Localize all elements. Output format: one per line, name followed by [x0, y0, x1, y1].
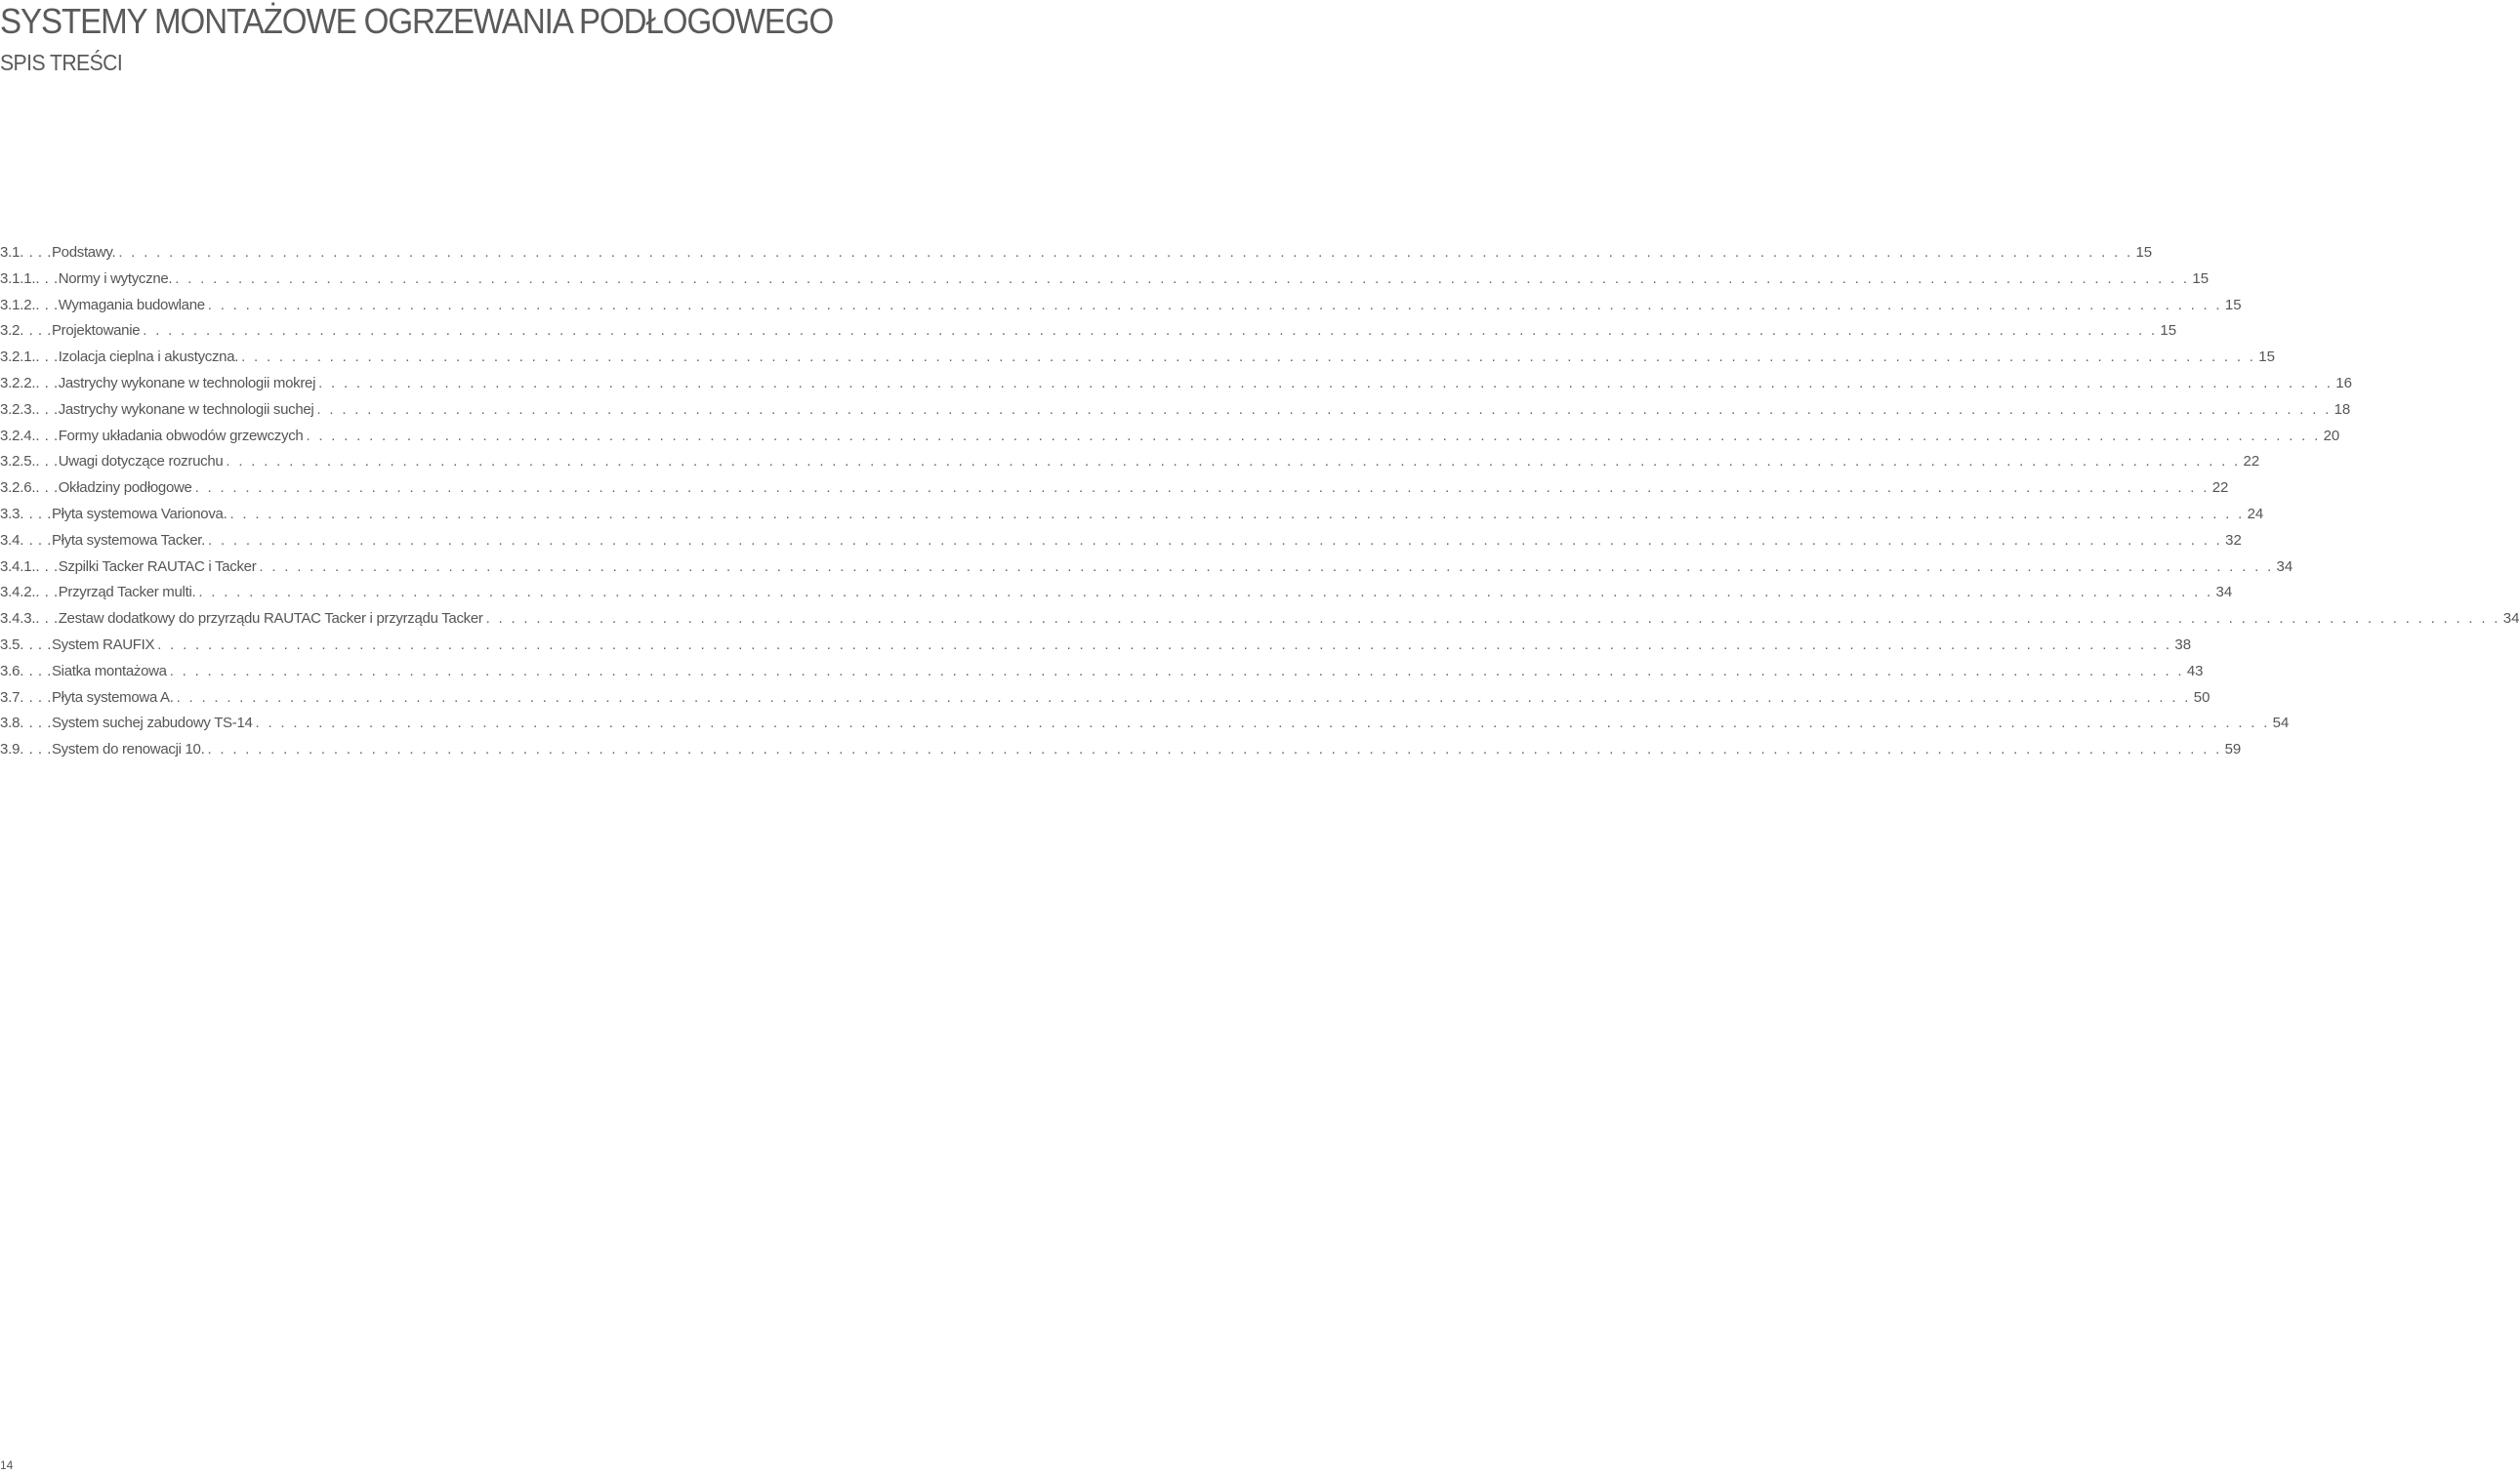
- toc-entry-number: 3.2.6.: [0, 479, 36, 497]
- toc-entry-lead-dots: . . .: [35, 296, 59, 313]
- toc-entry-page: 50: [2193, 688, 2210, 706]
- toc-entry-lead-dots: . . . .: [20, 322, 52, 340]
- toc-entry-page: 38: [2174, 636, 2192, 653]
- toc-entry[interactable]: [0, 685, 2210, 712]
- toc-entry-dot-leader: . . . . . . . . . . . . . . . . . . . . . . . . . . . . . . . . . . . . . . . . . . . . . . . . . . . . . . . . . . . . . . . . . . . . . . . . . . . . . . . . . . . . . . . . . . . . . . . . . . . . . . . . . . . . . . . . . . . . . . . . . . . . . . . . . . . . . . . . . . . . . . . . . . . . . . . . . . . . . . . .: [316, 400, 2332, 418]
- toc-entry-dot-leader: . . . . . . . . . . . . . . . . . . . . . . . . . . . . . . . . . . . . . . . . . . . . . . . . . . . . . . . . . . . . . . . . . . . . . . . . . . . . . . . . . . . . . . . . . . . . . . . . . . . . . . . . . . . . . . . . . . . . . . . . . . . . . . . . . . . . . . . . . . . . . . . . . . . . . . . . . . . . . . . .: [208, 531, 2223, 549]
- toc-entry[interactable]: [0, 633, 2192, 659]
- toc-entry[interactable]: [0, 371, 2352, 397]
- toc-entry-label: Podstawy.: [51, 244, 116, 261]
- toc-entry[interactable]: [0, 606, 2520, 633]
- toc-entry-number: 3.8: [0, 715, 21, 732]
- toc-entry-lead-dots: . . .: [35, 610, 59, 628]
- toc-entry-page: 22: [2211, 479, 2229, 497]
- toc-entry-label: Izolacja cieplna i akustyczna.: [58, 348, 239, 366]
- toc-entry[interactable]: [0, 737, 2242, 763]
- toc-entry-lead-dots: . . .: [35, 374, 59, 391]
- toc-entry-number: 3.1.2.: [0, 296, 36, 313]
- toc-entry-page: 34: [2276, 557, 2293, 575]
- toc-entry-label: Zestaw dodatkowy do przyrządu RAUTAC Tacker i przyrządu Tacker: [58, 610, 483, 628]
- toc-entry-label: Uwagi dotyczące rozruchu: [58, 453, 224, 471]
- toc-entry-label: Jastrychy wykonane w technologii mokrej: [58, 374, 316, 391]
- toc-entry-number: 3.2.5.: [0, 453, 36, 471]
- toc-entry-lead-dots: . . . .: [20, 531, 52, 549]
- toc-entry-number: 3.3: [0, 505, 21, 522]
- toc-entry-label: System do renowacji 10.: [51, 741, 205, 758]
- toc-entry-page: 22: [2243, 453, 2260, 471]
- footer-page-number: 14: [0, 1458, 14, 1472]
- toc-entry-page: 18: [2334, 400, 2351, 418]
- toc-entry[interactable]: [0, 711, 2290, 737]
- toc-entry[interactable]: [0, 293, 2242, 319]
- toc-entry-lead-dots: . . . .: [20, 505, 52, 522]
- toc-entry-label: Wymagania budowlane: [58, 296, 205, 313]
- toc-entry-number: 3.2.2.: [0, 374, 36, 391]
- toc-entry-lead-dots: . . . .: [20, 244, 52, 261]
- toc-entry-dot-leader: . . . . . . . . . . . . . . . . . . . . . . . . . . . . . . . . . . . . . . . . . . . . . . . . . . . . . . . . . . . . . . . . . . . . . . . . . . . . . . . . . . . . . . . . . . . . . . . . . . . . . . . . . . . . . . . . . . . . . . . . . . . . . . . . . . . . . . . . . . . . . . . . . . . . . . . . . . . . . . . .: [226, 453, 2241, 471]
- toc-entry-lead-dots: . . .: [35, 584, 59, 601]
- toc-entry-dot-leader: . . . . . . . . . . . . . . . . . . . . . . . . . . . . . . . . . . . . . . . . . . . . . . . . . . . . . . . . . . . . . . . . . . . . . . . . . . . . . . . . . . . . . . . . . . . . . . . . . . . . . . . . . . . . . . . . . . . . . . . . . . . . . . . . . . . . . . . . . . . . . . . . . . . . . . . . . . . . . . . .: [207, 741, 2222, 758]
- toc-entry-number: 3.4.2.: [0, 584, 36, 601]
- toc-entry-dot-leader: . . . . . . . . . . . . . . . . . . . . . . . . . . . . . . . . . . . . . . . . . . . . . . . . . . . . . . . . . . . . . . . . . . . . . . . . . . . . . . . . . . . . . . . . . . . . . . . . . . . . . . . . . . . . . . . . . . . . . . . . . . . . . . . . . . . . . . . . . . . . . . . . . . . . . . . . . . . . . . . .: [176, 688, 2191, 706]
- toc-entry[interactable]: [0, 397, 2351, 424]
- toc-entry[interactable]: [0, 240, 2153, 266]
- toc-entry[interactable]: [0, 659, 2204, 685]
- toc-entry-label: Jastrychy wykonane w technologii suchej: [58, 400, 314, 418]
- toc-entry-label: Siatka montażowa: [51, 662, 167, 679]
- toc-entry-dot-leader: . . . . . . . . . . . . . . . . . . . . . . . . . . . . . . . . . . . . . . . . . . . . . . . . . . . . . . . . . . . . . . . . . . . . . . . . . . . . . . . . . . . . . . . . . . . . . . . . . . . . . . . . . . . . . . . . . . . . . . . . . . . . . . . . . . . . . . . . . . . . . . . . . . . . . . . . . . . . . . . .: [194, 479, 2210, 497]
- toc-entry[interactable]: [0, 449, 2260, 475]
- toc-entry[interactable]: [0, 475, 2229, 502]
- toc-entry-dot-leader: . . . . . . . . . . . . . . . . . . . . . . . . . . . . . . . . . . . . . . . . . . . . . . . . . . . . . . . . . . . . . . . . . . . . . . . . . . . . . . . . . . . . . . . . . . . . . . . . . . . . . . . . . . . . . . . . . . . . . . . . . . . . . . . . . . . . . . . . . . . . . . . . . . . . . . . . . . . . . . . .: [118, 244, 2133, 261]
- toc-entry-label: Przyrząd Tacker multi.: [58, 584, 196, 601]
- page-title: SYSTEMY MONTAŻOWE OGRZEWANIA PODŁOGOWEGO: [0, 1, 834, 41]
- toc-entry-number: 3.2.3.: [0, 400, 36, 418]
- toc-entry-dot-leader: . . . . . . . . . . . . . . . . . . . . . . . . . . . . . . . . . . . . . . . . . . . . . . . . . . . . . . . . . . . . . . . . . . . . . . . . . . . . . . . . . . . . . . . . . . . . . . . . . . . . . . . . . . . . . . . . . . . . . . . . . . . . . . . . . . . . . . . . . . . . . . . . . . . . . . . . . . . . . . . .: [306, 427, 2321, 444]
- toc-entry-dot-leader: . . . . . . . . . . . . . . . . . . . . . . . . . . . . . . . . . . . . . . . . . . . . . . . . . . . . . . . . . . . . . . . . . . . . . . . . . . . . . . . . . . . . . . . . . . . . . . . . . . . . . . . . . . . . . . . . . . . . . . . . . . . . . . . . . . . . . . . . . . . . . . . . . . . . . . . . . . . . . . . .: [229, 505, 2245, 522]
- toc-entry-number: 3.4.1.: [0, 557, 36, 575]
- toc-entry-lead-dots: . . .: [35, 557, 59, 575]
- toc-entry-lead-dots: . . .: [35, 479, 59, 497]
- toc-entry-lead-dots: . . .: [35, 400, 59, 418]
- toc-entry-page: 32: [2225, 531, 2242, 549]
- toc-entry-dot-leader: . . . . . . . . . . . . . . . . . . . . . . . . . . . . . . . . . . . . . . . . . . . . . . . . . . . . . . . . . . . . . . . . . . . . . . . . . . . . . . . . . . . . . . . . . . . . . . . . . . . . . . . . . . . . . . . . . . . . . . . . . . . . . . . . . . . . . . . . . . . . . . . . . . . . . . . . . . . . . . . .: [175, 269, 2190, 287]
- toc-entry-page: 15: [2258, 348, 2275, 366]
- toc-entry[interactable]: [0, 318, 2177, 345]
- toc-entry-dot-leader: . . . . . . . . . . . . . . . . . . . . . . . . . . . . . . . . . . . . . . . . . . . . . . . . . . . . . . . . . . . . . . . . . . . . . . . . . . . . . . . . . . . . . . . . . . . . . . . . . . . . . . . . . . . . . . . . . . . . . . . . . . . . . . . . . . . . . . . . . . . . . . . . . . . . . . . . . . . . . . . .: [207, 296, 2222, 313]
- toc-entry[interactable]: [0, 580, 2233, 606]
- toc-entry-number: 3.7: [0, 688, 21, 706]
- toc-entry-lead-dots: . . .: [35, 269, 59, 287]
- toc-entry-dot-leader: . . . . . . . . . . . . . . . . . . . . . . . . . . . . . . . . . . . . . . . . . . . . . . . . . . . . . . . . . . . . . . . . . . . . . . . . . . . . . . . . . . . . . . . . . . . . . . . . . . . . . . . . . . . . . . . . . . . . . . . . . . . . . . . . . . . . . . . . . . . . . . . . . . . . . . . . . . . . . . . .: [259, 557, 2274, 575]
- toc-entry-page: 15: [2224, 296, 2242, 313]
- toc-entry-dot-leader: . . . . . . . . . . . . . . . . . . . . . . . . . . . . . . . . . . . . . . . . . . . . . . . . . . . . . . . . . . . . . . . . . . . . . . . . . . . . . . . . . . . . . . . . . . . . . . . . . . . . . . . . . . . . . . . . . . . . . . . . . . . . . . . . . . . . . . . . . . . . . . . . . . . . . . . . . . . . . . . .: [198, 584, 2213, 601]
- toc-entry-label: System RAUFIX: [51, 636, 155, 653]
- toc-entry-label: Okładziny podłogowe: [58, 479, 192, 497]
- toc-entry-number: 3.5: [0, 636, 21, 653]
- toc-entry-dot-leader: . . . . . . . . . . . . . . . . . . . . . . . . . . . . . . . . . . . . . . . . . . . . . . . . . . . . . . . . . . . . . . . . . . . . . . . . . . . . . . . . . . . . . . . . . . . . . . . . . . . . . . . . . . . . . . . . . . . . . . . . . . . . . . . . . . . . . . . . . . . . . . . . . . . . . . . . . . . . . . . .: [255, 715, 2270, 732]
- toc-entry-page: 34: [2215, 584, 2233, 601]
- toc-entry-label: Szpilki Tacker RAUTAC i Tacker: [58, 557, 257, 575]
- toc-entry-label: Normy i wytyczne.: [58, 269, 173, 287]
- toc-entry-label: Płyta systemowa Tacker.: [51, 531, 206, 549]
- toc-entry[interactable]: [0, 502, 2264, 528]
- toc-entry-page: 20: [2323, 427, 2340, 444]
- toc-entry-page: 24: [2247, 505, 2264, 522]
- toc-entry-dot-leader: . . . . . . . . . . . . . . . . . . . . . . . . . . . . . . . . . . . . . . . . . . . . . . . . . . . . . . . . . . . . . . . . . . . . . . . . . . . . . . . . . . . . . . . . . . . . . . . . . . . . . . . . . . . . . . . . . . . . . . . . . . . . . . . . . . . . . . . . . . . . . . . . . . . . . . . . . . . . . . . .: [169, 662, 2184, 679]
- toc-entry-number: 3.2.4.: [0, 427, 36, 444]
- toc-entry-dot-leader: . . . . . . . . . . . . . . . . . . . . . . . . . . . . . . . . . . . . . . . . . . . . . . . . . . . . . . . . . . . . . . . . . . . . . . . . . . . . . . . . . . . . . . . . . . . . . . . . . . . . . . . . . . . . . . . . . . . . . . . . . . . . . . . . . . . . . . . . . . . . . . . . . . . . . . . . . . . . . . . .: [157, 636, 2172, 653]
- toc-entry-lead-dots: . . .: [35, 427, 59, 444]
- toc-entry-page: 54: [2272, 715, 2290, 732]
- toc-entry-label: Płyta systemowa Varionova.: [51, 505, 227, 522]
- toc-entry-label: System suchej zabudowy TS-14: [51, 715, 253, 732]
- toc-entry-label: Płyta systemowa A.: [51, 688, 174, 706]
- toc-entry-dot-leader: . . . . . . . . . . . . . . . . . . . . . . . . . . . . . . . . . . . . . . . . . . . . . . . . . . . . . . . . . . . . . . . . . . . . . . . . . . . . . . . . . . . . . . . . . . . . . . . . . . . . . . . . . . . . . . . . . . . . . . . . . . . . . . . . . . . . . . . . . . . . . . . . . . . . . . . . . . . . . . . .: [241, 348, 2256, 366]
- toc-entry-number: 3.1.1.: [0, 269, 36, 287]
- toc-entry[interactable]: [0, 528, 2242, 554]
- toc-entry-lead-dots: . . . .: [20, 715, 52, 732]
- toc-entry-number: 3.6: [0, 662, 21, 679]
- toc-entry[interactable]: [0, 554, 2293, 581]
- toc-entry-page: 59: [2224, 741, 2242, 758]
- toc-entry-page: 43: [2186, 662, 2204, 679]
- toc-entry-number: 3.9: [0, 741, 21, 758]
- toc-entry-lead-dots: . . . .: [20, 688, 52, 706]
- toc-entry-label: Projektowanie: [51, 322, 141, 340]
- table-of-contents: [0, 240, 2520, 763]
- toc-entry-dot-leader: . . . . . . . . . . . . . . . . . . . . . . . . . . . . . . . . . . . . . . . . . . . . . . . . . . . . . . . . . . . . . . . . . . . . . . . . . . . . . . . . . . . . . . . . . . . . . . . . . . . . . . . . . . . . . . . . . . . . . . . . . . . . . . . . . . . . . . . . . . . . . . . . . . . . . . . . . . . . . . . .: [318, 374, 2334, 391]
- toc-entry-page: 15: [2135, 244, 2153, 261]
- toc-entry-number: 3.1: [0, 244, 21, 261]
- toc-entry-page: 34: [2502, 610, 2520, 628]
- toc-entry-dot-leader: . . . . . . . . . . . . . . . . . . . . . . . . . . . . . . . . . . . . . . . . . . . . . . . . . . . . . . . . . . . . . . . . . . . . . . . . . . . . . . . . . . . . . . . . . . . . . . . . . . . . . . . . . . . . . . . . . . . . . . . . . . . . . . . . . . . . . . . . . . . . . . . . . . . . . . . . . . . . . . . .: [143, 322, 2158, 340]
- toc-entry[interactable]: [0, 424, 2340, 450]
- toc-entry-number: 3.4.3.: [0, 610, 36, 628]
- toc-entry-lead-dots: . . .: [35, 348, 59, 366]
- toc-entry-dot-leader: . . . . . . . . . . . . . . . . . . . . . . . . . . . . . . . . . . . . . . . . . . . . . . . . . . . . . . . . . . . . . . . . . . . . . . . . . . . . . . . . . . . . . . . . . . . . . . . . . . . . . . . . . . . . . . . . . . . . . . . . . . . . . . . . . . . . . . . . . . . . . . . . . . . . . . . . . . . . . . . .: [485, 610, 2500, 628]
- toc-entry-page: 16: [2335, 374, 2352, 391]
- toc-entry-lead-dots: . . .: [35, 453, 59, 471]
- toc-entry-label: Formy układania obwodów grzewczych: [58, 427, 304, 444]
- toc-entry-lead-dots: . . . .: [20, 636, 52, 653]
- toc-entry[interactable]: [0, 345, 2275, 371]
- toc-entry-number: 3.4: [0, 531, 21, 549]
- toc-entry-page: 15: [2192, 269, 2210, 287]
- toc-entry-lead-dots: . . . .: [20, 741, 52, 758]
- toc-entry[interactable]: [0, 266, 2210, 293]
- toc-entry-number: 3.2: [0, 322, 21, 340]
- toc-entry-number: 3.2.1.: [0, 348, 36, 366]
- toc-entry-lead-dots: . . . .: [20, 662, 52, 679]
- page-subtitle: SPIS TREŚCI: [0, 50, 123, 75]
- toc-entry-page: 15: [2160, 322, 2177, 340]
